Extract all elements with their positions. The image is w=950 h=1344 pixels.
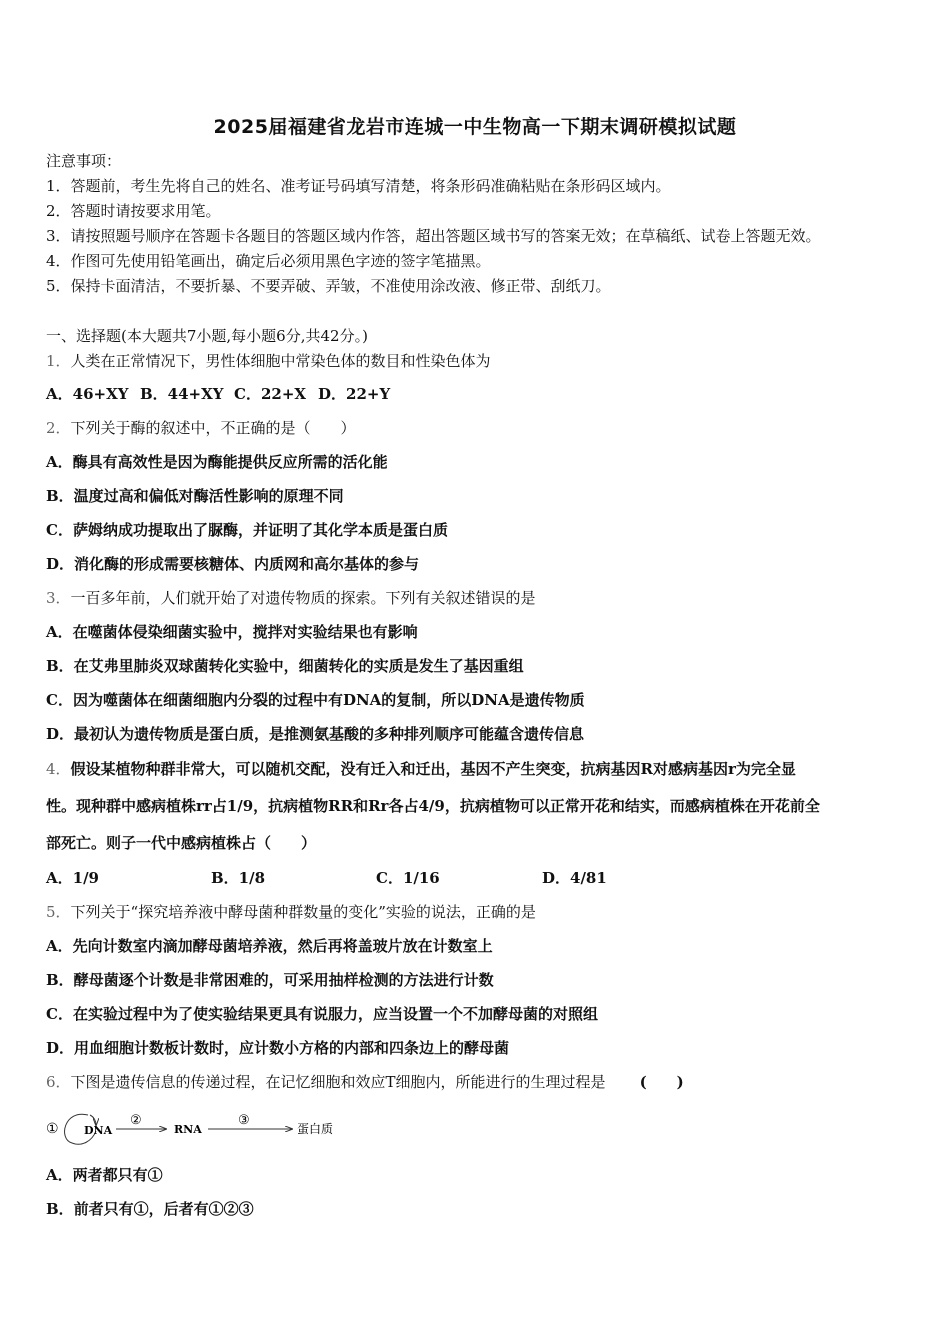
question-number: 5． — [46, 903, 71, 921]
notice-item: 4．作图可先使用铅笔画出，确定后必须用黑色字迹的签字笔描黑。 — [46, 252, 491, 270]
option-a: A．酶具有高效性是因为酶能提供反应所需的活化能 — [46, 453, 388, 471]
option-b: B．前者只有①，后者有①②③ — [46, 1200, 254, 1218]
label-transcription: ② — [130, 1113, 142, 1128]
option-a: A．两者都只有① — [46, 1166, 163, 1184]
label-translation: ③ — [238, 1113, 250, 1128]
question-text: 假设某植物种群非常大，可以随机交配，没有迁入和迁出，基因不产生突变，抗病基因R对感病基因r为完全显 — [70, 760, 796, 778]
answer-parenthesis: ( ) — [639, 1073, 684, 1091]
question-text: 人类在正常情况下，男性体细胞中常染色体的数目和性染色体为 — [70, 352, 491, 370]
question-text: 一百多年前，人们就开始了对遗传物质的探索。下列有关叙述错误的是 — [70, 589, 536, 607]
notice-item: 1．答题前，考生先将自己的姓名、准考证号码填写清楚，将条形码准确粘贴在条形码区域内。 — [46, 177, 671, 195]
notice-item: 3．请按照题号顺序在答题卡各题目的答题区域内作答，超出答题区域书写的答案无效；在草稿纸、试卷上答题无效。 — [46, 227, 821, 245]
option-d: D．消化酶的形成需要核糖体、内质网和高尔基体的参与 — [46, 555, 420, 573]
question-number: 3． — [46, 589, 71, 607]
question-1-options — [46, 384, 390, 404]
option-a: A．先向计数室内滴加酵母菌培养液，然后再将盖玻片放在计数室上 — [46, 937, 493, 955]
option-d: D．用血细胞计数板计数时，应计数小方格的内部和四条边上的酵母菌 — [46, 1039, 510, 1057]
option-c: C．22+X — [234, 385, 307, 403]
question-2-stem — [46, 418, 356, 438]
section-heading: 一、选择题(本大题共7小题,每小题6分,共42分。) — [46, 327, 368, 345]
option-a: A．在噬菌体侵染细菌实验中，搅拌对实验结果也有影响 — [46, 623, 418, 641]
notice-heading: 注意事项： — [46, 152, 122, 170]
question-4-options — [46, 868, 607, 888]
question-4-stem-line-2: 性。现种群中感病植株rr占1/9，抗病植物RR和Rr各占4/9，抗病植物可以正常开花和结实，而感病植株在开花前全 — [46, 797, 820, 815]
question-6-stem — [46, 1072, 684, 1092]
option-b: B．44+XY — [140, 385, 224, 403]
page-title: 2025届福建省龙岩市连城一中生物高一下期末调研模拟试题 — [213, 116, 737, 138]
option-b: B．在艾弗里肺炎双球菌转化实验中，细菌转化的实质是发生了基因重组 — [46, 657, 524, 675]
question-number: 6． — [46, 1073, 71, 1091]
option-b: B．温度过高和偏低对酶活性影响的原理不同 — [46, 487, 344, 505]
question-text: 下列关于酶的叙述中，不正确的是（ ） — [70, 419, 356, 437]
question-4-stem-line-1 — [46, 759, 796, 779]
protein-node: 蛋白质 — [297, 1122, 334, 1136]
option-b: B．1/8 — [211, 869, 266, 887]
genetic-information-flow-diagram — [44, 1103, 364, 1153]
option-a: A．46+XY — [46, 385, 129, 403]
notice-item: 5．保持卡面清洁，不要折暴、不要弄破、弄皱，不准使用涂改液、修正带、刮纸刀。 — [46, 277, 611, 295]
label-replication: ① — [46, 1121, 59, 1137]
option-d: D．最初认为遗传物质是蛋白质，是推测氨基酸的多种排列顺序可能蕴含遗传信息 — [46, 725, 585, 743]
option-b: B．酵母菌逐个计数是非常困难的，可采用抽样检测的方法进行计数 — [46, 971, 494, 989]
option-c: C．萨姆纳成功提取出了脲酶，并证明了其化学本质是蛋白质 — [46, 521, 448, 539]
option-c: C．在实验过程中为了使实验结果更具有说服力，应当设置一个不加酵母菌的对照组 — [46, 1005, 598, 1023]
question-number: 2． — [46, 419, 71, 437]
question-4-stem-line-3: 部死亡。则子一代中感病植株占（ ） — [46, 834, 317, 852]
option-c: C．因为噬菌体在细菌细胞内分裂的过程中有DNA的复制，所以DNA是遗传物质 — [46, 691, 585, 709]
option-d: D．22+Y — [318, 385, 391, 403]
dna-node: DNA — [84, 1124, 113, 1137]
option-c: C．1/16 — [376, 869, 440, 887]
option-d: D．4/81 — [542, 869, 607, 887]
notice-item: 2．答题时请按要求用笔。 — [46, 202, 221, 220]
question-1-stem — [46, 351, 491, 371]
question-5-stem — [46, 902, 536, 922]
question-text: 下列关于“探究培养液中酵母菌种群数量的变化”实验的说法，正确的是 — [70, 903, 536, 921]
question-number: 4． — [46, 760, 71, 778]
rna-node: RNA — [174, 1123, 202, 1136]
question-number: 1． — [46, 352, 71, 370]
question-text: 下图是遗传信息的传递过程，在记忆细胞和效应T细胞内，所能进行的生理过程是 — [70, 1073, 606, 1091]
option-a: A．1/9 — [46, 869, 99, 887]
question-3-stem — [46, 588, 536, 608]
